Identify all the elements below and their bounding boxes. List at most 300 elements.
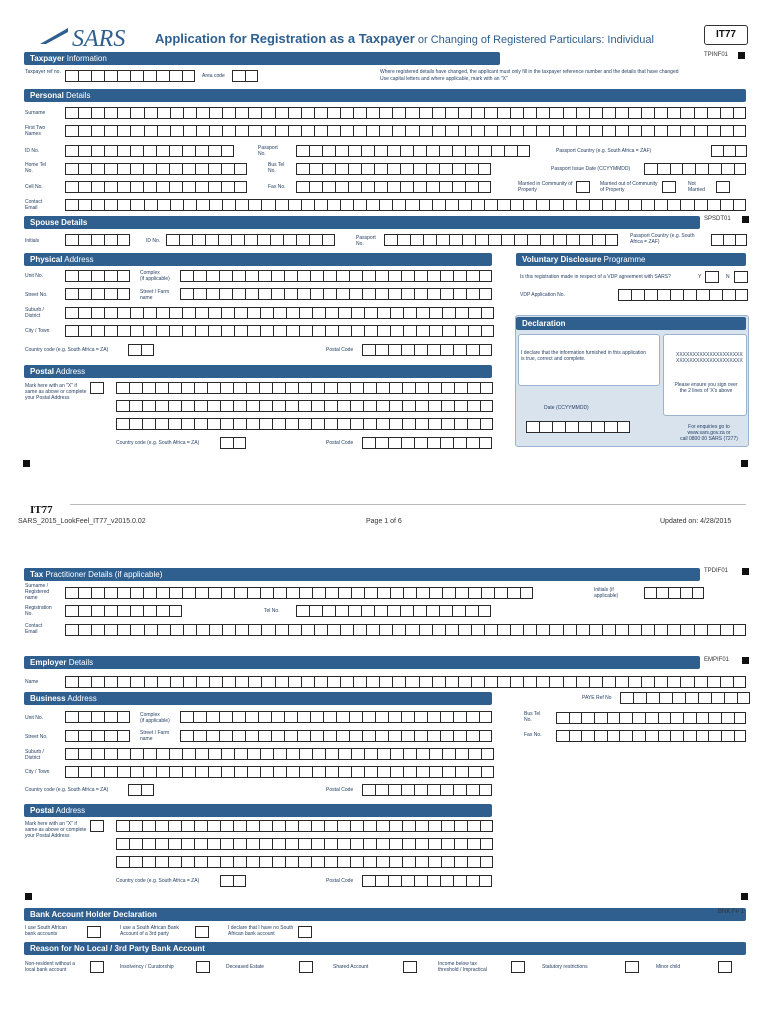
char-cell[interactable] [155,820,168,832]
char-cell[interactable] [615,125,628,137]
char-cell[interactable] [182,587,195,599]
char-cell[interactable] [231,234,244,246]
char-cell[interactable] [257,234,270,246]
char-cell[interactable] [641,199,654,211]
char-cell[interactable] [65,766,78,778]
char-cell[interactable] [78,163,91,175]
char-cell[interactable] [363,400,376,412]
char-cell[interactable] [288,107,301,119]
char-cell[interactable] [497,107,510,119]
char-cell[interactable] [337,820,350,832]
char-cell[interactable] [440,288,453,300]
char-cell[interactable] [181,820,194,832]
char-cell[interactable] [432,199,445,211]
char-cell[interactable] [366,125,379,137]
char-cell[interactable] [65,163,78,175]
char-cell[interactable] [644,289,657,301]
char-cell[interactable] [232,730,245,742]
char-cell[interactable] [619,730,632,742]
char-cell[interactable] [233,856,246,868]
char-cell[interactable] [286,325,299,337]
char-cell[interactable] [405,125,418,137]
char-cell[interactable] [195,181,208,193]
char-cell[interactable] [480,856,493,868]
char-cell[interactable] [192,234,205,246]
char-cell[interactable] [78,587,91,599]
char-cell[interactable] [296,605,309,617]
char-cell[interactable] [222,199,235,211]
char-cell[interactable] [323,711,336,723]
char-cell[interactable] [78,288,91,300]
char-cell[interactable] [414,875,427,887]
char-cell[interactable] [349,711,362,723]
char-cell[interactable] [273,325,286,337]
char-cell[interactable] [157,676,170,688]
char-cell[interactable] [143,145,156,157]
char-cell[interactable] [130,181,143,193]
char-cell[interactable] [479,730,492,742]
char-cell[interactable] [656,587,668,599]
char-cell[interactable] [376,418,389,430]
paye-input[interactable] [620,692,750,704]
char-cell[interactable] [155,382,168,394]
char-cell[interactable] [556,712,569,724]
char-cell[interactable] [592,234,605,246]
char-cell[interactable] [312,587,325,599]
char-cell[interactable] [235,676,248,688]
char-cell[interactable] [233,382,246,394]
char-cell[interactable] [632,730,645,742]
char-cell[interactable] [454,820,467,832]
char-cell[interactable] [467,856,480,868]
char-cell[interactable] [402,418,415,430]
char-cell[interactable] [480,838,493,850]
char-cell[interactable] [683,712,696,724]
char-cell[interactable] [377,748,390,760]
postal2-line-2[interactable] [116,838,493,850]
business-country-input[interactable] [128,784,154,796]
char-cell[interactable] [156,748,169,760]
char-cell[interactable] [130,145,143,157]
char-cell[interactable] [467,838,480,850]
char-cell[interactable] [194,820,207,832]
char-cell[interactable] [144,125,157,137]
char-cell[interactable] [323,270,336,282]
char-cell[interactable] [389,838,402,850]
char-cell[interactable] [432,676,445,688]
char-cell[interactable] [466,288,479,300]
char-cell[interactable] [510,624,523,636]
char-cell[interactable] [615,107,628,119]
char-cell[interactable] [65,288,78,300]
char-cell[interactable] [683,730,696,742]
char-cell[interactable] [116,382,129,394]
char-cell[interactable] [285,382,298,394]
char-cell[interactable] [196,961,210,973]
char-cell[interactable] [428,400,441,412]
char-cell[interactable] [549,107,562,119]
char-cell[interactable] [312,748,325,760]
char-cell[interactable] [259,820,272,832]
char-cell[interactable] [429,748,442,760]
char-cell[interactable] [130,199,143,211]
char-cell[interactable] [130,624,143,636]
char-cell[interactable] [478,163,491,175]
char-cell[interactable] [272,400,285,412]
char-cell[interactable] [390,325,403,337]
char-cell[interactable] [455,307,468,319]
char-cell[interactable] [335,605,348,617]
char-cell[interactable] [337,382,350,394]
char-cell[interactable] [180,288,193,300]
char-cell[interactable] [377,587,390,599]
char-cell[interactable] [462,234,475,246]
char-cell[interactable] [340,107,353,119]
char-cell[interactable] [440,875,453,887]
char-cell[interactable] [284,711,297,723]
char-cell[interactable] [91,624,104,636]
char-cell[interactable] [335,145,348,157]
char-cell[interactable] [694,125,707,137]
char-cell[interactable] [301,125,314,137]
char-cell[interactable] [143,70,156,82]
char-cell[interactable] [247,766,260,778]
char-cell[interactable] [206,711,219,723]
char-cell[interactable] [156,70,169,82]
char-cell[interactable] [426,163,439,175]
char-cell[interactable] [376,838,389,850]
char-cell[interactable] [144,107,157,119]
char-cell[interactable] [117,676,130,688]
char-cell[interactable] [479,875,492,887]
char-cell[interactable] [413,145,426,157]
char-cell[interactable] [523,199,536,211]
char-cell[interactable] [721,712,734,724]
char-cell[interactable] [260,766,273,778]
char-cell[interactable] [402,838,415,850]
char-cell[interactable] [195,748,208,760]
char-cell[interactable] [455,766,468,778]
char-cell[interactable] [104,70,117,82]
char-cell[interactable] [324,382,337,394]
char-cell[interactable] [388,711,401,723]
char-cell[interactable] [104,145,117,157]
char-cell[interactable] [78,711,91,723]
char-cell[interactable] [207,820,220,832]
char-cell[interactable] [445,125,458,137]
char-cell[interactable] [143,181,156,193]
char-cell[interactable] [312,325,325,337]
char-cell[interactable] [170,199,183,211]
char-cell[interactable] [117,145,130,157]
char-cell[interactable] [117,181,130,193]
char-cell[interactable] [351,307,364,319]
char-cell[interactable] [271,288,284,300]
char-cell[interactable] [117,730,130,742]
char-cell[interactable] [141,784,154,796]
char-cell[interactable] [233,418,246,430]
prac-tel-input[interactable] [296,605,491,617]
char-cell[interactable] [196,199,209,211]
char-cell[interactable] [314,676,327,688]
char-cell[interactable] [644,163,657,175]
char-cell[interactable] [579,234,592,246]
char-cell[interactable] [325,748,338,760]
char-cell[interactable] [155,400,168,412]
char-cell[interactable] [220,437,233,449]
char-cell[interactable] [410,234,423,246]
char-cell[interactable] [91,307,104,319]
char-cell[interactable] [296,181,309,193]
char-cell[interactable] [645,730,658,742]
street-no-input[interactable] [65,288,130,300]
char-cell[interactable] [734,271,748,283]
char-cell[interactable] [104,766,117,778]
char-cell[interactable] [720,676,733,688]
char-cell[interactable] [322,181,335,193]
char-cell[interactable] [324,820,337,832]
char-cell[interactable] [87,926,101,938]
char-cell[interactable] [247,307,260,319]
char-cell[interactable] [220,400,233,412]
char-cell[interactable] [117,605,130,617]
char-cell[interactable] [720,199,733,211]
char-cell[interactable] [208,325,221,337]
char-cell[interactable] [195,766,208,778]
char-cell[interactable] [618,289,631,301]
char-cell[interactable] [196,125,209,137]
char-cell[interactable] [401,344,414,356]
char-cell[interactable] [484,199,497,211]
char-cell[interactable] [581,730,594,742]
char-cell[interactable] [478,181,491,193]
char-cell[interactable] [65,676,78,688]
char-cell[interactable] [314,199,327,211]
char-cell[interactable] [104,605,117,617]
char-cell[interactable] [275,199,288,211]
char-cell[interactable] [427,270,440,282]
char-cell[interactable] [363,820,376,832]
char-cell[interactable] [298,926,312,938]
suburb-input[interactable] [65,307,494,319]
char-cell[interactable] [193,730,206,742]
char-cell[interactable] [350,382,363,394]
char-cell[interactable] [130,70,143,82]
business-city-input[interactable] [65,766,494,778]
char-cell[interactable] [454,400,467,412]
spouse-passport-input[interactable] [384,234,618,246]
char-cell[interactable] [169,307,182,319]
char-cell[interactable] [299,748,312,760]
char-cell[interactable] [682,163,695,175]
char-cell[interactable] [453,730,466,742]
char-cell[interactable] [78,307,91,319]
char-cell[interactable] [384,234,397,246]
char-cell[interactable] [207,418,220,430]
char-cell[interactable] [248,107,261,119]
char-cell[interactable] [275,624,288,636]
char-cell[interactable] [272,856,285,868]
reason-income-checkbox[interactable] [511,961,525,973]
char-cell[interactable] [711,692,724,704]
char-cell[interactable] [301,107,314,119]
char-cell[interactable] [219,288,232,300]
char-cell[interactable] [707,676,720,688]
char-cell[interactable] [628,199,641,211]
char-cell[interactable] [91,711,104,723]
char-cell[interactable] [91,234,104,246]
char-cell[interactable] [458,624,471,636]
char-cell[interactable] [723,145,735,157]
char-cell[interactable] [116,856,129,868]
char-cell[interactable] [247,325,260,337]
char-cell[interactable] [680,125,693,137]
char-cell[interactable] [405,676,418,688]
char-cell[interactable] [142,382,155,394]
char-cell[interactable] [169,325,182,337]
char-cell[interactable] [335,163,348,175]
char-cell[interactable] [375,288,388,300]
char-cell[interactable] [298,820,311,832]
char-cell[interactable] [65,107,78,119]
char-cell[interactable] [247,587,260,599]
char-cell[interactable] [271,270,284,282]
char-cell[interactable] [297,730,310,742]
char-cell[interactable] [169,605,182,617]
char-cell[interactable] [392,199,405,211]
char-cell[interactable] [233,437,246,449]
char-cell[interactable] [478,605,491,617]
char-cell[interactable] [117,711,130,723]
char-cell[interactable] [511,961,525,973]
char-cell[interactable] [337,838,350,850]
char-cell[interactable] [181,400,194,412]
char-cell[interactable] [452,181,465,193]
char-cell[interactable] [65,125,78,137]
email-input[interactable] [65,199,746,211]
postal-line-1[interactable] [116,382,493,394]
char-cell[interactable] [645,712,658,724]
char-cell[interactable] [471,125,484,137]
char-cell[interactable] [65,145,78,157]
char-cell[interactable] [362,288,375,300]
char-cell[interactable] [182,145,195,157]
char-cell[interactable] [261,676,274,688]
char-cell[interactable] [78,125,91,137]
char-cell[interactable] [286,307,299,319]
char-cell[interactable] [336,711,349,723]
char-cell[interactable] [272,382,285,394]
char-cell[interactable] [549,676,562,688]
char-cell[interactable] [379,107,392,119]
char-cell[interactable] [144,624,157,636]
char-cell[interactable] [221,587,234,599]
char-cell[interactable] [375,437,388,449]
char-cell[interactable] [65,181,78,193]
char-cell[interactable] [297,288,310,300]
char-cell[interactable] [309,163,322,175]
id-input[interactable] [65,145,234,157]
char-cell[interactable] [563,107,576,119]
char-cell[interactable] [156,307,169,319]
char-cell[interactable] [311,856,324,868]
char-cell[interactable] [414,437,427,449]
char-cell[interactable] [563,125,576,137]
char-cell[interactable] [299,766,312,778]
char-cell[interactable] [169,766,182,778]
char-cell[interactable] [363,838,376,850]
char-cell[interactable] [465,145,478,157]
char-cell[interactable] [221,145,234,157]
char-cell[interactable] [218,234,231,246]
char-cell[interactable] [374,145,387,157]
char-cell[interactable] [182,325,195,337]
char-cell[interactable] [259,382,272,394]
char-cell[interactable] [414,784,427,796]
char-cell[interactable] [484,624,497,636]
char-cell[interactable] [340,624,353,636]
char-cell[interactable] [232,270,245,282]
char-cell[interactable] [416,587,429,599]
char-cell[interactable] [156,163,169,175]
char-cell[interactable] [392,676,405,688]
char-cell[interactable] [441,382,454,394]
char-cell[interactable] [90,382,104,394]
business-complex-input[interactable] [180,711,492,723]
char-cell[interactable] [390,587,403,599]
char-cell[interactable] [65,624,78,636]
char-cell[interactable] [91,163,104,175]
char-cell[interactable] [514,234,527,246]
postal-same-checkbox[interactable] [90,382,104,394]
char-cell[interactable] [285,400,298,412]
signature-box[interactable] [663,334,747,416]
char-cell[interactable] [389,400,402,412]
char-cell[interactable] [205,234,218,246]
char-cell[interactable] [261,199,274,211]
char-cell[interactable] [416,766,429,778]
char-cell[interactable] [65,199,78,211]
char-cell[interactable] [327,125,340,137]
char-cell[interactable] [414,270,427,282]
char-cell[interactable] [720,107,733,119]
char-cell[interactable] [523,624,536,636]
char-cell[interactable] [441,418,454,430]
char-cell[interactable] [285,820,298,832]
char-cell[interactable] [143,748,156,760]
char-cell[interactable] [465,181,478,193]
char-cell[interactable] [641,107,654,119]
char-cell[interactable] [377,307,390,319]
char-cell[interactable] [78,766,91,778]
char-cell[interactable] [130,307,143,319]
char-cell[interactable] [337,418,350,430]
char-cell[interactable] [235,199,248,211]
char-cell[interactable] [233,820,246,832]
char-cell[interactable] [615,199,628,211]
char-cell[interactable] [388,344,401,356]
char-cell[interactable] [680,624,693,636]
char-cell[interactable] [429,325,442,337]
char-cell[interactable] [91,676,104,688]
char-cell[interactable] [301,624,314,636]
char-cell[interactable] [413,163,426,175]
char-cell[interactable] [672,692,685,704]
char-cell[interactable] [322,605,335,617]
char-cell[interactable] [130,766,143,778]
char-cell[interactable] [631,289,644,301]
char-cell[interactable] [427,784,440,796]
